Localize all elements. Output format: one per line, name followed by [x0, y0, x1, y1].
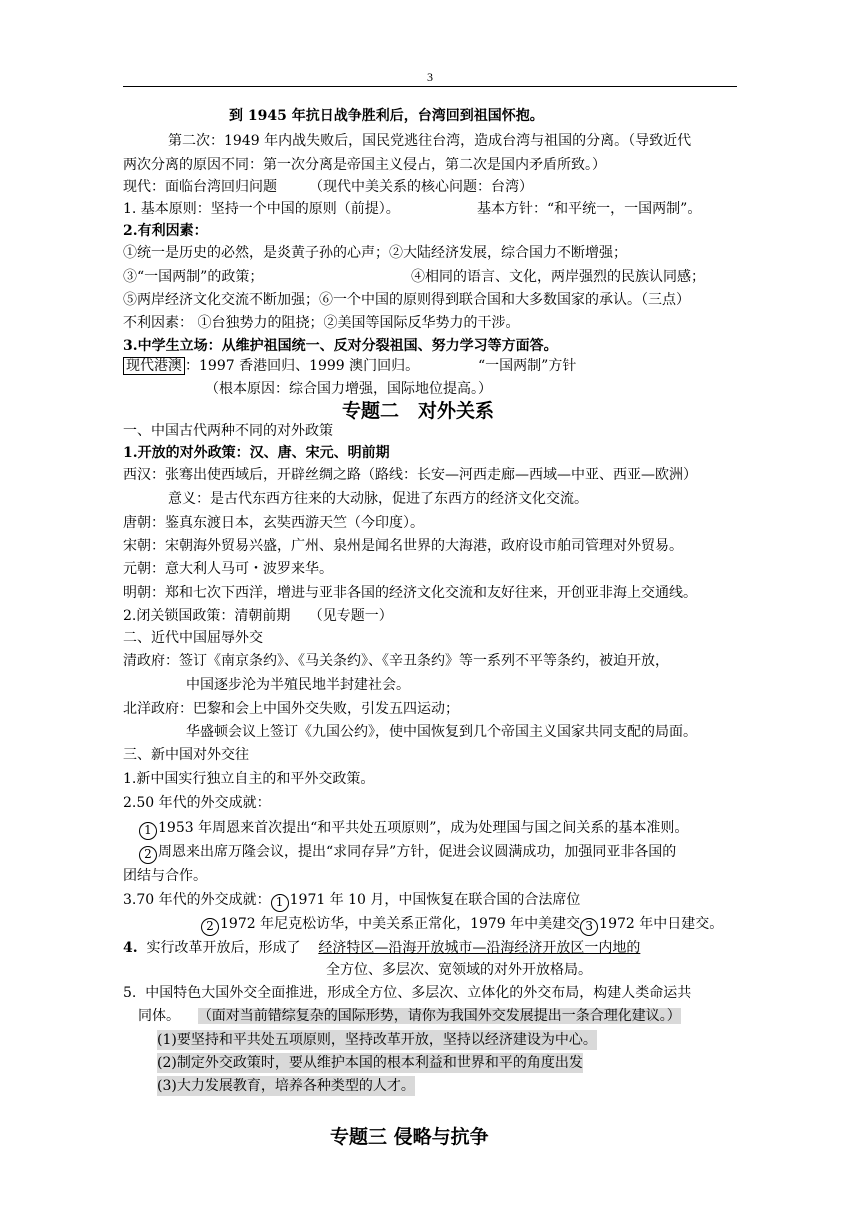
- highlighted-text: (2)制定外交政策时，要从维护本国的根本利益和世界和平的角度出发: [157, 1055, 583, 1071]
- text-line: 二、近代中国屈辱外交: [123, 630, 263, 646]
- text-line: 3.中学生立场：从维护祖国统一、反对分裂祖国、努力学习等方面答。: [123, 338, 558, 354]
- text-line: （现代中美关系的核心问题：台湾）: [309, 179, 533, 195]
- text-line: （根本原因：综合国力增强，国际地位提高。）: [205, 381, 492, 397]
- text-line: 中国逐步沦为半殖民地半封建社会。: [186, 677, 410, 693]
- text-line: 两次分离的原因不同：第一次分离是帝国主义侵占，第二次是国内矛盾所致。）: [123, 157, 606, 173]
- text-line: [201, 914, 723, 936]
- text-line: 2.50 年代的外交成就：: [123, 795, 271, 811]
- text-line: [138, 1006, 681, 1026]
- text-line: 唐朝：鉴真东渡日本，玄奘西游天竺（今印度）。: [123, 515, 424, 531]
- text-segment: 中国特色大国外交全面推进，形成全方位、多层次、立体化的外交布局，构建人类命运共: [145, 985, 692, 1001]
- text-segment: 5.: [123, 985, 137, 1001]
- text-line: ⑤两岸经济文化交流不断加强；⑥一个中国的原则得到联合国和大多数国家的承认。（三点）: [123, 292, 690, 308]
- text-line: ①统一是历史的必然，是炎黄子孙的心声；②大陆经济发展，综合国力不断增强；: [123, 245, 627, 261]
- text-segment: 1972 年中日建交。: [599, 916, 724, 932]
- underlined-text: 经济特区—沿海开放城市—沿海经济开放区一内地的: [318, 940, 641, 956]
- text-segment: 同体。: [138, 1008, 180, 1024]
- text-line: 华盛顿会议上签订《九国公约》，使中国恢复到几个帝国主义国家共同支配的局面。: [186, 724, 697, 740]
- text-line: 1.开放的对外政策：汉、唐、宋元、明前期: [123, 445, 390, 461]
- text-segment: 实行改革开放后，形成了: [146, 940, 301, 956]
- text-segment: 1953 年周恩来首次提出“和平共处五项原则”，成为处理国与国之间关系的基本准则。: [158, 820, 689, 836]
- text-segment: 1972 年尼克松访华，中美关系正常化，1979 年中美建交: [220, 916, 581, 932]
- text-segment: 4.: [123, 940, 138, 956]
- text-segment: ：1997 香港回归、1999 澳门回归。: [185, 358, 420, 374]
- text-line: 1.新中国实行独立自主的和平外交政策。: [123, 771, 375, 787]
- text-line: ④相同的语言、文化，两岸强烈的民族认同感；: [411, 269, 705, 285]
- text-line: 明朝：郑和七次下西洋，增进与亚非各国的经济文化交流和友好往来，开创亚非海上交通线。: [123, 585, 697, 601]
- text-segment: 3.70 年代的外交成就：: [123, 892, 271, 908]
- text-line: 三、新中国对外交往: [123, 747, 249, 763]
- text-line: 2.有利因素：: [123, 223, 208, 239]
- text-line: [123, 983, 691, 1003]
- text-line: [139, 842, 676, 864]
- highlighted-text: (3)大力发展教育，培养各种类型的人才。: [157, 1078, 415, 1094]
- highlighted-text: (1)要坚持和平共处五项原则，坚持改革开放，坚持以经济建设为中心。: [157, 1032, 597, 1048]
- section-heading: 专题三 侵略与抗争: [330, 1126, 489, 1148]
- text-line: 西汉：张骞出使西域后，开辟丝绸之路（路线：长安—河西走廊—西域—中亚、西亚—欧洲）: [123, 467, 697, 483]
- text-line: 元朝：意大利人马可・波罗来华。: [123, 561, 333, 577]
- text-line: 北洋政府：巴黎和会上中国外交失败，引发五四运动；: [123, 701, 459, 717]
- text-line: 到 1945 年抗日战争胜利后，台湾回到祖国怀抱。: [229, 108, 544, 124]
- text-line: 全方位、多层次、宽领域的对外开放格局。: [326, 962, 592, 978]
- text-line: 一、中国古代两种不同的对外政策: [123, 423, 333, 439]
- highlighted-text: （面对当前错综复杂的国际形势，请你为我国外交发展提出一条合理化建议。）: [197, 1008, 681, 1024]
- circled-number: 3: [580, 918, 598, 936]
- text-line: [123, 356, 419, 376]
- page-number: 3: [427, 70, 433, 84]
- circled-number: 1: [271, 894, 289, 912]
- boxed-term: 现代港澳: [123, 357, 185, 375]
- circled-number: 1: [139, 822, 157, 840]
- text-line: [123, 890, 580, 912]
- section-heading: 专题二 对外关系: [342, 400, 495, 422]
- text-line: [139, 818, 688, 840]
- text-line: 第二次：1949 年内战失败后，国民党逃往台湾，造成台湾与祖国的分离。（导致近代: [168, 133, 692, 149]
- text-line: 意义：是古代东西方往来的大动脉，促进了东西方的经济文化交流。: [168, 491, 588, 507]
- text-line: 2.闭关锁国政策：清朝前期 （见专题一）: [123, 608, 393, 624]
- text-line: ③“一国两制”的政策；: [123, 269, 264, 285]
- text-segment: 1971 年 10 月，中国恢复在联合国的合法席位: [289, 892, 581, 908]
- text-line: [123, 938, 640, 958]
- circled-number: 2: [201, 918, 219, 936]
- text-line: “一国两制”方针: [478, 358, 577, 374]
- text-line: 1. 基本原则：坚持一个中国的原则（前提）。: [123, 201, 400, 217]
- text-line: 团结与合作。: [123, 868, 207, 884]
- text-line: 基本方针：“和平统一，一国两制”。: [477, 201, 702, 217]
- text-line: 现代：面临台湾回归问题: [123, 179, 277, 195]
- text-line: 不利因素： ①台独势力的阻挠；②美国等国际反华势力的干涉。: [123, 315, 520, 331]
- text-line: 宋朝：宋朝海外贸易兴盛，广州、泉州是闻名世界的大海港，政府设市舶司管理对外贸易。: [123, 538, 683, 554]
- header-rule: [123, 86, 737, 87]
- circled-number: 2: [139, 846, 157, 864]
- text-line: 清政府：签订《南京条约》、《马关条约》、《辛丑条约》等一系列不平等条约，被迫开放，: [123, 653, 669, 669]
- text-segment: 周恩来出席万隆会议，提出“求同存异”方针，促进会议圆满成功，加强同亚非各国的: [158, 844, 677, 860]
